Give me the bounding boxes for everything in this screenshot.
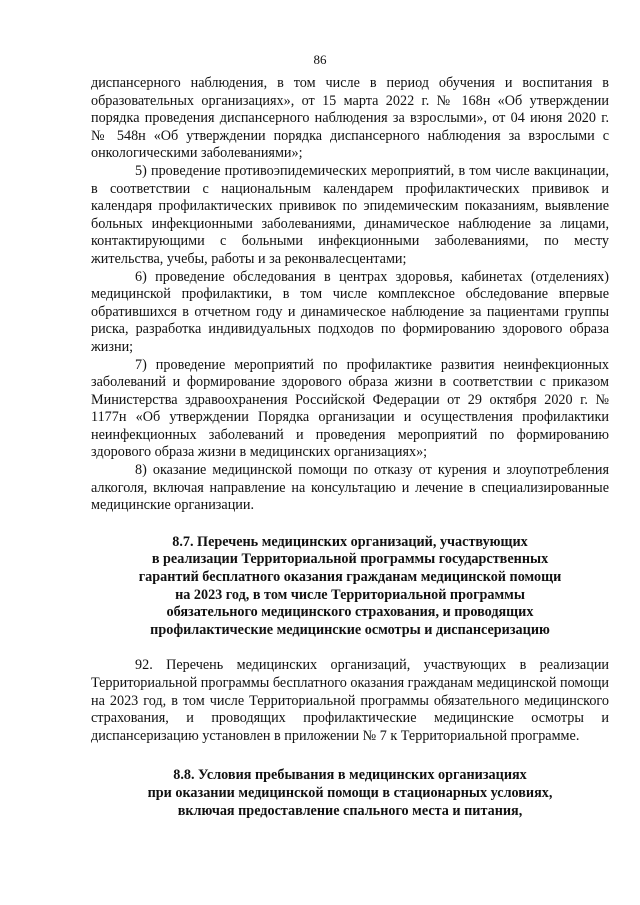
paragraph-92: 92. Перечень медицинских организаций, участвующих в реализации Территориальной программы бесплатного оказания гражданам медицинской помощи на 2023 год, в том числе Территориальной программы обязательного медицинского страхования, и проводящих профилактические медицинские осмотры и диспансеризацию установлен в приложении № 7 к Территориальной программе. — [91, 657, 609, 744]
section-8-8-heading-line: при оказании медицинской помощи в стационарных условиях, — [147, 784, 553, 801]
section-8-8-heading — [91, 767, 609, 820]
page-number: 86 — [313, 52, 327, 67]
section-8-7-heading-line: на 2023 год, в том числе Территориальной программы — [175, 586, 525, 603]
section-8-7-heading-line: в реализации Территориальной программы государственных — [151, 551, 549, 568]
paragraph-item-5: 5) проведение противоэпидемических мероприятий, в том числе вакцинации, в соответствии с национальным календарем профилактических прививок и календаря профилактических прививок по эпидемическим показаниям, выявление больных инфекционными заболеваниями, динамическое наблюдение за лицами, контактирующими с больными инфекционными заболеваниями, по месту жительства, учебы, работы и за реконвалесцентами; — [91, 162, 609, 267]
page-body — [91, 75, 609, 820]
paragraph-continuation: диспансерного наблюдения, в том числе в период обучения и воспитания в образовательных организациях», от 15 марта 2022 г. № 168н «Об утверждении порядка проведения диспансерного наблюдения за взрослыми», от 04 июня 2020 г. № 548н «Об утверждении порядка диспансерного наблюдения за взрослыми с онкологическими заболеваниями»; — [91, 75, 609, 162]
section-8-7-heading-line: профилактические медицинские осмотры и диспансеризацию — [150, 621, 550, 638]
section-8-8-heading-line: включая предоставление спального места и питания, — [177, 802, 523, 819]
section-8-7-heading-line: гарантий бесплатного оказания гражданам медицинской помощи — [138, 569, 562, 586]
paragraph-item-8: 8) оказание медицинской помощи по отказу от курения и злоупотребления алкоголя, включая направление на консультацию и лечение в специализированные медицинские организации. — [91, 462, 609, 514]
section-8-7-heading-line: 8.7. Перечень медицинских организаций, участвующих — [172, 533, 528, 550]
section-8-7-heading-line: обязательного медицинского страхования, и проводящих — [166, 604, 534, 621]
section-8-8-heading-line: 8.8. Условия пребывания в медицинских организациях — [173, 767, 527, 784]
section-8-7-heading — [91, 534, 609, 640]
paragraph-item-7: 7) проведение мероприятий по профилактике развития неинфекционных заболеваний и формирование здорового образа жизни в соответствии с приказом Министерства здравоохранения Российской Федерации от 29 октября 2020 г. № 1177н «Об утверждении Порядка организации и осуществления профилактики неинфекционных заболеваний и проведения мероприятий по формированию здорового образа жизни в медицинских организациях»; — [91, 356, 609, 461]
paragraph-item-6: 6) проведение обследования в центрах здоровья, кабинетах (отделениях) медицинской профилактики, в том числе комплексное обследование впервые обратившихся в отчетном году и динамическое наблюдение за пациентами группы риска, разработка индивидуальных подходов по формированию здорового образа жизни; — [91, 268, 609, 355]
